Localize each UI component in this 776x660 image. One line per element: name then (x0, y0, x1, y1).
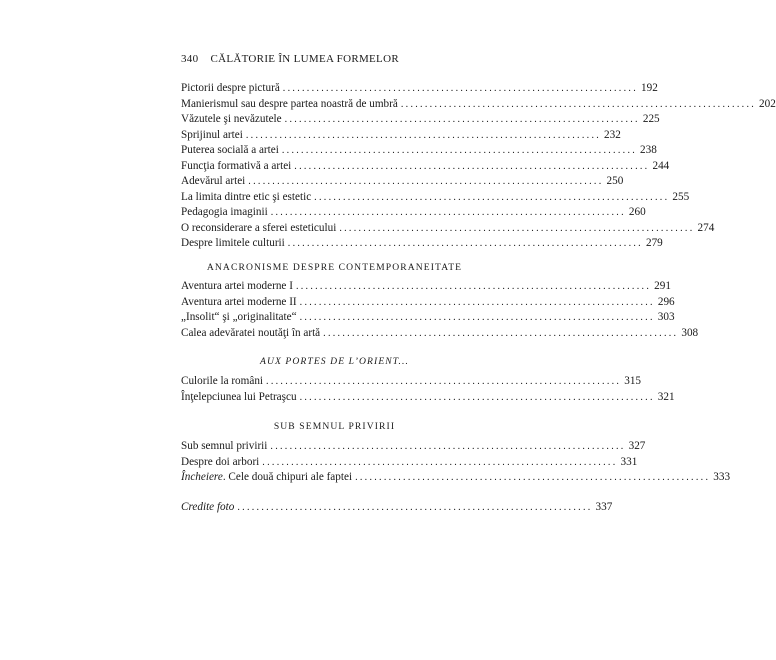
entry-title: Aventura artei moderne II (181, 295, 297, 308)
toc-section-anacronisme (181, 279, 699, 341)
entry-title: . Cele două chipuri ale faptei (222, 471, 353, 483)
entry-page: 260 (628, 206, 646, 218)
entry-title: Adevărul artei (181, 175, 246, 187)
section-heading: SUB SEMNUL PRIVIRII (273, 421, 396, 432)
entry-page: 238 (640, 144, 657, 156)
toc-entry: Înţelepciunea lui Petraşcu .......................................................................... 321 (181, 390, 488, 406)
entry-page: 331 (620, 455, 638, 468)
toc-entry: Aventura artei moderne I .......................................................................... 291 (181, 279, 488, 295)
entry-page: 244 (652, 159, 670, 172)
entry-page: 232 (604, 128, 621, 141)
entry-page: 315 (624, 375, 642, 387)
toc-entry: „Insolit“ şi „originalitate“ .......................................................................... 303 (181, 310, 488, 326)
entry-page: 327 (628, 440, 646, 452)
entry-title: Culorile la români (181, 375, 264, 387)
entry-page: 279 (645, 237, 663, 249)
entry-page: 291 (654, 280, 671, 292)
toc-entry: Manierismul sau despre partea noastră de umbră .......................................................................... 202 (181, 97, 488, 113)
entry-title: Calea adevăratei noutăţi în artă (181, 326, 321, 339)
entry-title: Sub semnul privirii (181, 440, 268, 452)
toc-entry: Încheiere. Cele două chipuri ale faptei .......................................................................... 333 (181, 470, 488, 486)
toc-entry: Culorile la români .......................................................................... 315 (181, 374, 488, 390)
toc-entry: Sub semnul privirii .......................................................................... 327 (181, 439, 488, 455)
entry-title: La limita dintre etic şi estetic (181, 190, 312, 203)
entry-page: 296 (657, 295, 675, 308)
entry-page: 308 (681, 326, 699, 339)
toc-section-privirii (181, 439, 731, 486)
entry-page: 192 (641, 82, 658, 94)
entry-title: „Insolit“ şi „originalitate“ (181, 311, 297, 323)
entry-page: 337 (595, 501, 613, 513)
toc-entry: Despre limitele culturii .......................................................................... 279 (181, 236, 488, 252)
toc-entry: Funcţia formativă a artei .......................................................................... 244 (181, 159, 488, 175)
toc-entry: Adevărul artei .......................................................................... 250 (181, 174, 488, 190)
toc-entry: Pictorii despre pictură .......................................................................... 192 (181, 81, 488, 97)
toc-section-orient (181, 374, 675, 405)
entry-title: Înţelepciunea lui Petraşcu (181, 390, 297, 403)
entry-title: Funcţia formativă a artei (181, 159, 292, 172)
toc-entry: Credite foto .......................................................................... 337 (181, 500, 488, 516)
entry-title: Despre doi arbori (181, 455, 260, 468)
entry-title: Puterea socială a artei (181, 144, 279, 156)
toc-section-continuation (181, 81, 776, 252)
header-book-title: CĂLĂTORIE ÎN LUMEA FORMELOR (210, 53, 399, 65)
entry-title: Despre limitele culturii (181, 237, 285, 249)
running-header (181, 53, 399, 65)
entry-page: 255 (672, 190, 690, 203)
entry-title: Manierismul sau despre partea noastră de umbră (181, 97, 398, 110)
entry-page: 250 (606, 175, 624, 187)
entry-page: 202 (759, 97, 776, 110)
entry-page: 303 (657, 311, 675, 323)
toc-entry: Aventura artei moderne II .......................................................................... 296 (181, 295, 488, 311)
entry-title: Sprijinul artei (181, 128, 243, 141)
entry-title-italic: Încheiere (181, 471, 223, 483)
entry-title: Pedagogia imaginii (181, 206, 268, 218)
entry-title: Pictorii despre pictură (181, 82, 280, 94)
toc-entry: O reconsiderare a sferei esteticului .......................................................................... 274 (181, 221, 488, 237)
header-page-number: 340 (181, 53, 199, 65)
entry-page: 225 (642, 113, 660, 125)
toc-entry: Văzutele şi nevăzutele .......................................................................... 225 (181, 112, 488, 128)
entry-page: 274 (697, 221, 715, 234)
entry-page: 333 (713, 471, 731, 483)
toc-section-credits (181, 500, 613, 516)
entry-title-italic: Credite foto (181, 501, 235, 513)
section-heading: ANACRONISME DESPRE CONTEMPORANEITATE (206, 262, 463, 273)
toc-entry: Pedagogia imaginii .......................................................................... 260 (181, 205, 488, 221)
toc-entry: Puterea socială a artei .......................................................................... 238 (181, 143, 488, 159)
toc-entry: Despre doi arbori .......................................................................... 331 (181, 455, 488, 471)
toc-entry: Calea adevăratei noutăţi în artă .......................................................................... 308 (181, 326, 488, 342)
entry-title: O reconsiderare a sferei esteticului (181, 221, 337, 234)
toc-entry: La limita dintre etic şi estetic .......................................................................... 255 (181, 190, 488, 206)
entry-title: Văzutele şi nevăzutele (181, 113, 282, 125)
toc-entry: Sprijinul artei .......................................................................... 232 (181, 128, 488, 144)
section-heading: AUX PORTES DE L’ORIENT... (259, 356, 409, 367)
entry-page: 321 (657, 390, 675, 403)
entry-title: Aventura artei moderne I (181, 280, 293, 292)
